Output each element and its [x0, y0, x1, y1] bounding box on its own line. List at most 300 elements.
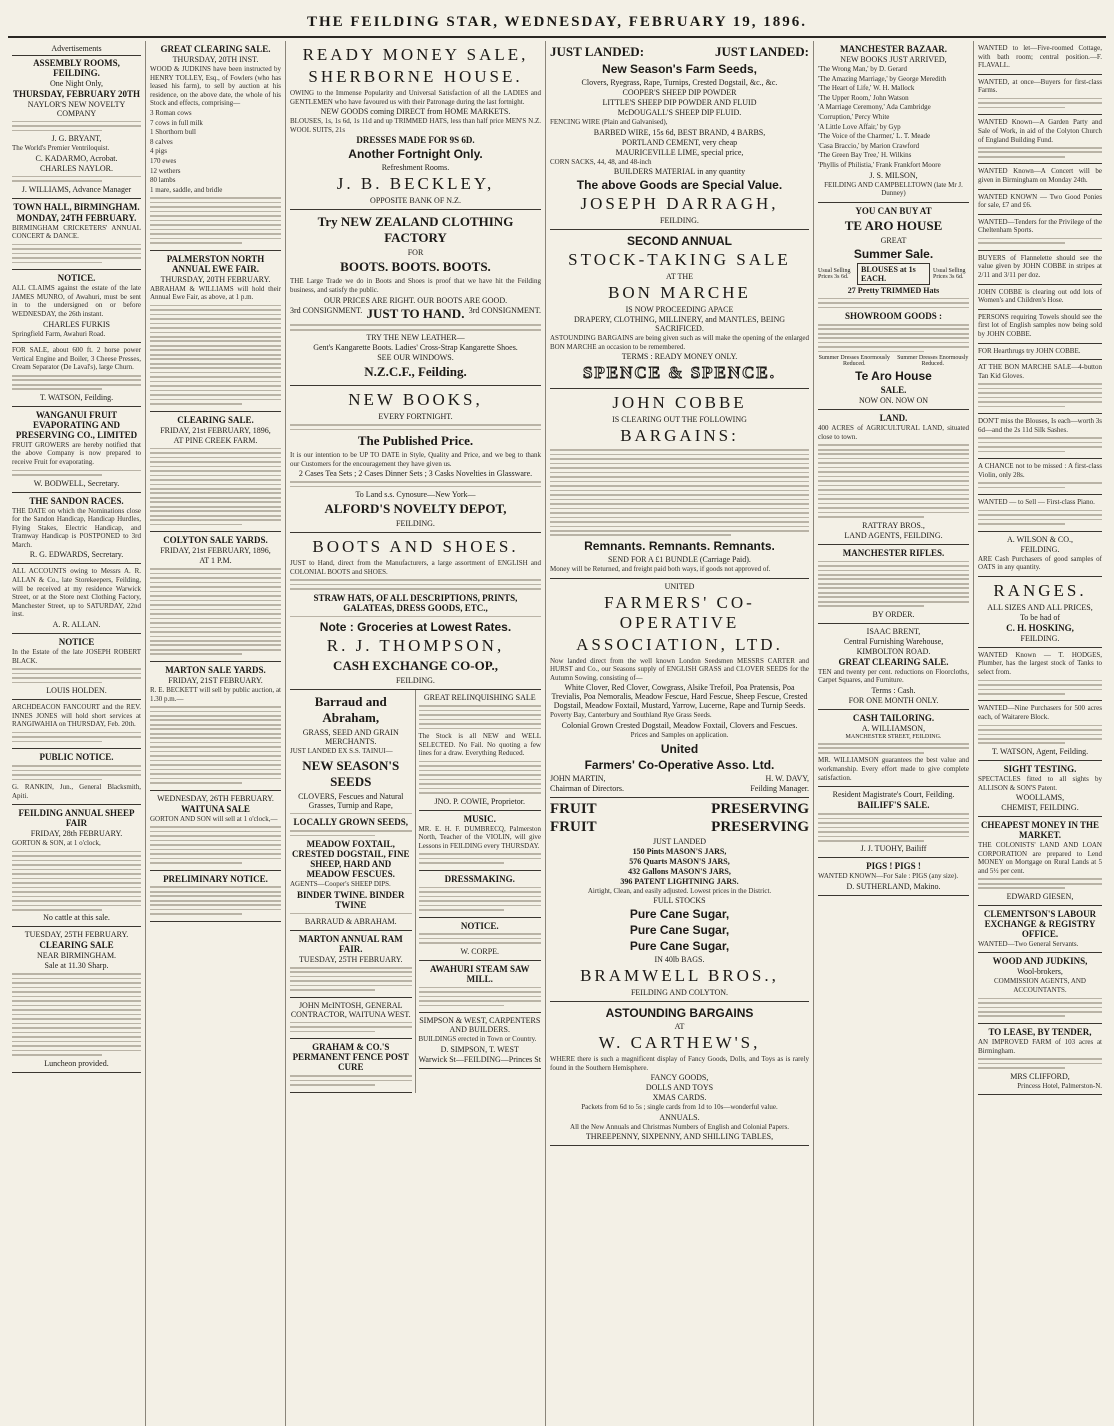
ad-heading: SALE. — [880, 385, 907, 396]
ad-text: THURSDAY, 20TH INST. — [172, 55, 259, 64]
jar-item: 396 PATENT LIGHTNING JARS. — [620, 876, 739, 886]
ad-heading: GRAHAM & CO.'S PERMANENT FENCE POST CURE — [292, 1042, 409, 1073]
ad-text: IS CLEARING OUT THE FOLLOWING — [612, 415, 747, 425]
ad-text: Luncheon provided. — [44, 1058, 109, 1068]
ad-text: PERSONS requiring Towels should see the first lot of English samples now being sold by JOHN COBBE. — [978, 312, 1102, 339]
ad-text: KIMBOLTON ROAD. — [856, 646, 931, 656]
column-6 — [974, 41, 1106, 1426]
ad-heading: NOTICE — [58, 637, 95, 648]
ad-title: W. CARTHEW'S, — [598, 1033, 761, 1053]
ad-text: 3rd CONSIGNMENT. — [290, 305, 363, 315]
ad-heading: LOCALLY GROWN SEEDS, — [293, 817, 409, 828]
ad-text: W. CORPE. — [460, 946, 500, 956]
ad-title: Te Aro House — [855, 369, 932, 384]
ad-colyton-sale — [150, 532, 281, 662]
ad-cheapest-money — [978, 817, 1102, 906]
ad-title: JOHN COBBE — [612, 393, 747, 413]
stock-item: 1 mare, saddle, and bridle — [150, 185, 223, 194]
ad-wanted-piano — [978, 495, 1102, 531]
ad-clearing-sale-birmingham — [12, 927, 141, 1072]
ad-pine-creek — [150, 412, 281, 533]
ad-text: WANTED Known—A Concert will be given in Birmingham on Monday 24th. — [978, 167, 1102, 185]
ad-title: Try NEW ZEALAND CLOTHING FACTORY — [317, 214, 514, 246]
ad-title: BARGAINS: — [620, 426, 739, 446]
ad-text: AT 1 P.M. — [199, 556, 232, 566]
ad-text: XMAS CARDS. — [652, 1093, 707, 1103]
ad-boots-and-shoes — [290, 533, 541, 690]
ad-text: Sale at 11.30 Sharp. — [44, 961, 109, 971]
ad-text: Feilding Manager. — [750, 783, 809, 793]
ad-text: Clovers, Ryegrass, Rape, Turnips, Crested Dogstail, &c., &c. — [581, 78, 778, 87]
ad-title: FARMERS' CO-OPERATIVE — [604, 592, 755, 632]
ad-text: MRS CLIFFORD, — [1010, 1071, 1070, 1081]
ad-text: A. WILLIAMSON, — [861, 724, 926, 734]
ad-text: Wool-brokers, — [1017, 967, 1063, 977]
ad-text: THURSDAY, 20TH FEBRUARY. — [160, 274, 271, 284]
ad-john-cobbe-hose — [978, 285, 1102, 310]
ad-hodges-tanks — [978, 648, 1102, 702]
ad-text: Chairman of Directors. — [550, 783, 624, 793]
book-item: 'The Upper Room,' John Watson — [818, 93, 909, 102]
ad-heading: CLEARING SALE. — [177, 414, 254, 425]
ad-text: ASTOUNDING BARGAINS are being given such as will make the opening of the enlarged BON MARCHE an occasion to be remembered. — [550, 334, 809, 351]
ad-text: Princess Hotel, Palmerston-N. — [1017, 1081, 1102, 1090]
ad-text: LOUIS HOLDEN. — [46, 686, 107, 696]
ad-text: FEILDING. — [396, 676, 435, 686]
ad-heading: NOTICE. — [57, 273, 96, 284]
ad-text: ALL ACCOUNTS owing to Messrs A. R. ALLAN & Co., late Storekeepers, Feilding, will be received at my residence Warwick Street, or at the Store next Clothing Factory, Manchester Street, up to SATURDAY, 22nd inst. — [12, 567, 141, 619]
ad-bramwell-bros — [550, 798, 809, 1003]
ad-text: OPPOSITE BANK OF N.Z. — [370, 196, 461, 206]
ad-wanted-garden-party — [978, 115, 1102, 164]
column-3 — [286, 41, 546, 1426]
ad-simpson-west — [419, 1013, 542, 1069]
ad-text: MR. E. H. F. DUMBRECQ, Palmerston North, Teacher of the VIOLIN, will give Lessons in FEILDING every THURSDAY. — [418, 824, 541, 850]
ad-text: H. W. DAVY, — [765, 773, 809, 783]
ad-wood-judkins — [978, 953, 1102, 1024]
ad-text: ALL CLAIMS against the estate of the late JAMES MUNRO, of Awahuri, must be sent in to the undersigned on or before WEDNESDAY, the 26th instant. — [12, 284, 141, 319]
ad-heading: MANCHESTER BAZAAR. — [839, 44, 947, 54]
ad-relinquishing-sale — [419, 690, 542, 810]
ad-text: C. KADARMO, Acrobat. — [35, 153, 118, 163]
stock-item: 12 wethers — [150, 166, 181, 175]
ad-text: LAND AGENTS, FEILDING. — [844, 530, 943, 540]
ad-wilson-oats — [978, 532, 1102, 577]
ad-heading: MARTON ANNUAL RAM FAIR. — [298, 934, 403, 955]
ad-text: AGENTS—Cooper's SHEEP DIPS. — [290, 880, 391, 889]
ad-text: All the New Annuals and Christmas Numbers of English and Colonial Papers. — [570, 1122, 789, 1131]
ad-text: DOLLS AND TOYS — [645, 1083, 714, 1093]
column-5 — [814, 41, 974, 1426]
ad-text: Prices and Samples on application. — [630, 730, 729, 739]
ad-heading: SIGHT TESTING. — [1003, 763, 1077, 774]
ad-heading: THURSDAY, FEBRUARY 20TH — [13, 89, 140, 99]
ad-text: JOHN MARTIN, — [550, 773, 606, 783]
ad-heading: STRAW HATS, OF ALL DESCRIPTIONS, PRINTS, GALATEAS, DRESS GOODS, ETC., — [313, 592, 518, 613]
ad-text: It is our intention to be UP TO DATE in Style, Quality and Price, and we beg to thank our Customers for the encouragement they have given us. — [290, 451, 541, 468]
ad-notice-corpe — [419, 918, 542, 961]
ad-text: FEILDING. — [1020, 633, 1060, 643]
ad-text: T. WATSON, Feilding. — [39, 392, 114, 402]
ad-text: Usual Selling Prices 3s 6d. — [818, 267, 851, 280]
ad-text: ANNUALS. — [659, 1112, 700, 1122]
ad-text: No cattle at this sale. — [43, 913, 110, 923]
ad-sherborne-house — [290, 41, 541, 210]
book-item: 'The Voice of the Charmer,' L. T. Meade — [818, 132, 931, 141]
ad-text: White Clover, Red Clover, Cowgrass, Alsike Trefoil, Poa Pratensis, Poa Trevialis, Poa Nemoralis, Meadow Fescue, Hard Fescue, Sheep Fescue, Crested Dogstail, Meadow Foxtail, Mustard, Yarrow, Lucerne, Rape and Turnip Seeds. — [551, 683, 808, 711]
stock-item: 8 calves — [150, 137, 173, 146]
ad-text: ABRAHAM & WILLIAMS will hold their Annual Ewe Fair, as above, at 1 p.m. — [150, 284, 281, 302]
ad-text: RATTRAY BROS., — [862, 520, 925, 530]
ad-heading: PUBLIC NOTICE. — [39, 752, 114, 763]
ad-text: LITTLE'S SHEEP DIP POWDER AND FLUID — [602, 98, 757, 107]
ad-title: JUST LANDED: — [550, 44, 645, 59]
ad-text: TEN and twenty per cent. reductions on Floorcloths, Carpet Squares, and Furniture. — [818, 667, 969, 685]
ad-text: CHEMIST, FEILDING. — [1001, 803, 1079, 813]
ad-text: BLOUSES at 1s EACH. — [857, 263, 930, 285]
ad-heading: WOOD AND JUDKINS, — [992, 956, 1088, 967]
ad-text: BARBED WIRE, 15s 6d, BEST BRAND, 4 BARBS, — [593, 127, 766, 137]
ad-text: FRIDAY, 21ST FEBRUARY. — [168, 675, 263, 685]
ad-text: Airtight, Clean, and easily adjusted. Lowest prices in the District. — [587, 886, 772, 895]
ad-title: NEW SEASON'S SEEDS — [302, 757, 400, 789]
ad-text: WANTED Known—A Garden Party and Sale of Work, in aid of the Colyton Church of England Building Fund. — [978, 118, 1102, 144]
ad-text: SEE OUR WINDOWS. — [377, 353, 454, 363]
ad-text: BIRMINGHAM CRICKETERS' ANNUAL CONCERT & DANCE. — [12, 223, 141, 241]
ad-title: The Published Price. — [357, 433, 474, 449]
ad-text: FOR SALE, about 600 ft. 2 horse power Vertical Engine and Boiler, 3 Cheese Presses, Cream Separator (De Laval's), large Churn. — [12, 346, 141, 372]
ad-text: GRASS, SEED AND GRAIN MERCHANTS. — [302, 728, 399, 747]
jar-item: 432 Gallons MASON'S JARS, — [628, 866, 731, 876]
ad-text: FANCY GOODS, — [650, 1073, 709, 1083]
ad-heading: AWAHURI STEAM SAW MILL. — [429, 963, 530, 984]
stock-item: 170 ewes — [150, 156, 177, 165]
ad-title: Pure Cane Sugar, — [629, 939, 730, 954]
ad-awahuri-mill — [419, 961, 542, 1013]
ad-text: T. WATSON, Agent, Feilding. — [991, 746, 1089, 756]
ad-text: 27 Pretty TRIMMED Hats — [847, 285, 940, 295]
ad-text: FOR Hearthrugs try JOHN COBBE. — [978, 346, 1081, 355]
ad-town-hall — [12, 199, 141, 271]
ad-text: A. R. ALLAN. — [52, 620, 101, 630]
ad-title: JUST TO HAND. — [366, 305, 465, 321]
ad-text: TUESDAY, 25TH FEBRUARY. — [299, 955, 403, 965]
ad-text: A. WILSON & CO., — [1006, 534, 1074, 544]
ad-text: GORTON AND SON will sell at 1 o'clock,— — [150, 814, 278, 823]
ad-text: FEILDING AND CAMPBELLTOWN (late Mr J. Dunney) — [824, 180, 963, 198]
ad-title: SECOND ANNUAL — [627, 234, 732, 249]
ad-sandon-races — [12, 493, 141, 565]
ad-text: Warwick St—FEILDING—Princes St — [418, 1054, 541, 1064]
sub-column-right — [416, 690, 542, 1092]
ad-text: ARCHDEACON FANCOURT and the REV. INNES JONES will hold short services at RANGIWAHIA on THURSDAY, Feb. 20th. — [12, 703, 141, 729]
ad-text: BARRAUD & ABRAHAM. — [304, 917, 397, 927]
ad-bon-marche-gloves — [978, 360, 1102, 414]
ad-text: WOOLLAMS, — [1015, 793, 1065, 803]
ad-text: THE Large Trade we do in Boots and Shoes is proof that we have hit the Feilding business, and satisfy the public. — [290, 277, 541, 294]
ad-text: J. G. BRYANT, — [51, 134, 102, 144]
ad-heading: MARTON SALE YARDS. — [165, 664, 266, 675]
ad-text: WHERE there is such a magnificent display of Fancy Goods, Dolls, and Toys as is rarely found in the Southern Hemisphere. — [550, 1055, 809, 1072]
ad-text: Gent's Kangarette Boots. Ladies' Cross-Strap Kangarette Shoes. — [313, 343, 518, 353]
ad-text: CHARLES NAYLOR. — [39, 163, 114, 173]
stock-item: 7 cows in full milk — [150, 118, 203, 127]
stock-item: 3 Roman cows — [150, 108, 192, 117]
ad-text: SIMPSON & WEST, CARPENTERS AND BUILDERS. — [419, 1016, 541, 1035]
ad-marton-ram-fair — [290, 931, 412, 998]
ad-heading: PRELIMINARY NOTICE. — [163, 873, 268, 884]
ad-heading: GREAT CLEARING SALE. — [838, 656, 949, 667]
stock-item: 80 lambs — [150, 176, 176, 185]
ad-text: FRIDAY, 21st FEBRUARY, 1896, — [160, 546, 271, 556]
section-heading: Advertisements — [51, 44, 102, 53]
ad-text: COMMISSION AGENTS, AND ACCOUNTANTS. — [994, 977, 1086, 995]
ad-text: WANTED—Two General Servants. — [978, 939, 1079, 948]
ad-title: BOOTS AND SHOES. — [312, 537, 519, 557]
ad-text: WANTED—Nine Purchasers for 500 acres each, of Waitarere Block. — [978, 704, 1102, 722]
ad-text: AT THE BON MARCHE SALE—4-button Tan Kid Gloves. — [978, 363, 1102, 380]
ad-title: Remnants. Remnants. Remnants. — [584, 538, 775, 553]
ad-heading: COLYTON SALE YARDS. — [163, 535, 268, 546]
ad-title: PRESERVING — [711, 800, 809, 817]
ad-text: OUR PRICES ARE RIGHT. OUR BOOTS ARE GOOD. — [323, 295, 508, 305]
ad-text: FRIDAY, 21st FEBRUARY, 1896, — [160, 425, 271, 435]
ad-text: GORTON & SON, at 1 o'clock, — [12, 839, 101, 848]
ad-text: WANTED—Tenders for the Privilege of the Cheltenham Sports. — [978, 217, 1102, 235]
ad-text: BLOUSES, 1s, 1s 6d, 1s 11d and up TRIMMED HATS, less than half price MEN'S N.Z. WOOL SUITS, 21s — [290, 117, 541, 134]
ad-text: Springfield Farm, Awahuri Road. — [12, 329, 106, 338]
ad-text: 2 Cases Tea Sets ; 2 Cases Dinner Sets ; 3 Casks Novelties in Glassware. — [298, 469, 533, 479]
ad-text: MR. WILLIAMSON guarantees the best value and workmanship. Every effort made to give complete satisfaction. — [818, 756, 969, 782]
ad-text: JUST to Hand, direct from the Manufacturers, a large assortment of ENGLISH and COLONIAL BOOTS and SHOES. — [290, 559, 541, 576]
ad-heading: FEILDING ANNUAL SHEEP FAIR — [18, 808, 135, 829]
ad-dressmaking — [419, 871, 542, 918]
ad-text: Resident Magistrate's Court, Feilding. — [832, 790, 955, 800]
ad-public-notice — [12, 749, 141, 805]
ad-text: FEILDING AND COLYTON. — [630, 988, 729, 998]
ad-text: WANTED — to Sell — First-class Piano. — [978, 498, 1095, 507]
ad-text: BUYERS of Flannelette should see the value given by JOHN COBBE in stripes at 2/11 and 3/11 per doz. — [978, 253, 1102, 280]
ad-text: THE DATE on which the Nominations close for the Sandon Handicap, Handicap Hurdles, Flying Stakes, Electric Handicap, and Tramway Handicap is POSTPONED to 3rd March. — [12, 506, 141, 549]
ad-text: R. G. EDWARDS, Secretary. — [29, 550, 124, 560]
book-item: 'The Heart of Life,' W. H. Mallock — [818, 84, 915, 93]
ad-estate-notice — [12, 634, 141, 700]
ad-title: RANGES. — [993, 580, 1087, 600]
ad-heading: CLEARING SALE — [39, 940, 114, 951]
ad-text: WEDNESDAY, 26TH FEBRUARY. — [157, 793, 274, 803]
ad-text: J. WILLIAMS, Advance Manager — [21, 184, 132, 194]
ad-text: AN IMPROVED FARM of 103 acres at Birmingham. — [978, 1037, 1102, 1055]
ad-text: JNO. P. COWIE, Proprietor. — [434, 796, 525, 806]
book-item: 'The Wrong Man,' by D. Gerard — [818, 65, 908, 73]
ad-text: D. SIMPSON, T. WEST — [440, 1044, 519, 1054]
ad-text: Packets from 6d to 5s ; single cards from 1d to 10s—wonderful value. — [581, 1103, 778, 1112]
ad-heading: CLEMENTSON'S LABOUR EXCHANGE & REGISTRY OFFICE. — [983, 908, 1097, 939]
ad-manchester-rifles — [818, 545, 969, 624]
ad-text: Usual Selling Prices 3s 6d. — [933, 267, 966, 280]
ad-text: THREEPENNY, SIXPENNY, AND SHILLING TABLES, — [585, 1132, 774, 1142]
ad-text: Central Furnishing Warehouse, — [843, 636, 944, 646]
ad-text: JUST LANDED — [653, 836, 706, 846]
ad-heading: YOU CAN BUY AT — [855, 205, 932, 216]
ad-text: McDOUGALL'S SHEEP DIP FLUID. — [617, 108, 742, 117]
ad-dont-miss — [978, 414, 1102, 459]
ad-text: UNITED — [664, 581, 695, 591]
ad-title: Barraud and Abraham, — [314, 694, 387, 726]
ad-heading: NOTICE. — [460, 920, 499, 931]
ad-text: FRUIT GROWERS are hereby notified that the above Company is now prepared to receive Fruit for evaporating. — [12, 440, 141, 467]
ad-heading: CHEAPEST MONEY IN THE MARKET. — [980, 820, 1100, 841]
ad-heading: PIGS ! PIGS ! — [866, 861, 921, 872]
ad-ranges — [978, 577, 1102, 648]
ad-text: J. S. MILSON, — [869, 170, 918, 180]
ad-assembly-rooms — [12, 41, 141, 199]
ad-title: SPENCE & SPENCE. — [582, 363, 777, 383]
sub-column-left — [290, 690, 416, 1092]
ad-waituna-sale — [150, 791, 281, 871]
ad-title: BOOTS. BOOTS. BOOTS. — [340, 259, 491, 275]
ad-wanted-nine — [978, 701, 1102, 761]
ad-text: D. SUTHERLAND, Makino. — [846, 882, 941, 892]
ad-text: A CHANCE not to be missed : A first-class Violin, only 28s. — [978, 462, 1102, 479]
ad-text: CLOVERS, Fescues and Natural Grasses, Turnip and Rape, — [298, 791, 404, 810]
ad-for-sale-engine — [12, 343, 141, 407]
ad-barraud-abraham — [290, 690, 412, 931]
ad-to-lease — [978, 1024, 1102, 1095]
ad-hearthrugs — [978, 344, 1102, 361]
ad-title: Pure Cane Sugar, — [629, 923, 730, 938]
ad-title: CASH EXCHANGE CO-OP., — [333, 658, 498, 674]
ad-text: MANCHESTER STREET, FEILDING. — [845, 734, 942, 741]
ad-archdeacon — [12, 700, 141, 749]
ad-title: R. J. THOMPSON, — [326, 636, 505, 656]
ad-title: READY MONEY SALE, — [302, 45, 529, 64]
book-item: 'Corruption,' Percy White — [818, 112, 890, 121]
ad-alfords-books — [290, 386, 541, 533]
ad-title: ASTOUNDING BARGAINS — [605, 1006, 754, 1021]
ad-text: G. RANKIN, Jun., General Blacksmith, Apiti. — [12, 783, 141, 800]
ad-title: Farmers' Co-Operative Asso. Ltd. — [584, 757, 775, 772]
ad-heading: WAITUNA SALE — [181, 803, 250, 814]
ad-sheep-fair — [12, 805, 141, 927]
ad-text: PORTLAND CEMENT, very cheap — [621, 137, 738, 147]
ad-all-accounts — [12, 564, 141, 634]
ad-mcintosh — [290, 998, 412, 1039]
ad-title: ALFORD'S NOVELTY DEPOT, — [324, 501, 507, 517]
ad-text: JUST LANDED EX S.S. TAINUI— — [290, 747, 393, 756]
ad-text: Summer Dresses Enormously Reduced. — [897, 355, 969, 368]
ad-text: BY ORDER. — [872, 609, 915, 619]
ad-wanganui-fruit — [12, 407, 141, 493]
ad-text: In the Estate of the late JOSEPH ROBERT BLACK. — [12, 648, 141, 665]
ad-text: FENCING WIRE (Plain and Galvanised), — [550, 118, 668, 126]
ad-text: WOOD & JUDKINS have been instructed by HENRY TOLLEY, Esq., of Fowlers (who has leased his farm), to sell by auction at his residence, on the above date, the whole of his Stock and effects, comprising— — [150, 65, 281, 108]
ad-text: JOHN McINTOSH, GENERAL CONTRACTOR, WAITUNA WEST. — [290, 1000, 411, 1019]
ad-text: J. J. TUOHY, Bailiff — [860, 844, 927, 854]
ad-heading: C. H. HOSKING, — [1006, 622, 1074, 633]
ad-text: BUILDINGS erected in Town or Country. — [418, 1035, 537, 1044]
ad-title: The above Goods are Special Value. — [576, 178, 783, 193]
ad-land-rattray — [818, 410, 969, 544]
column-2 — [146, 41, 286, 1426]
ad-cash-tailoring — [818, 710, 969, 787]
ad-title: N.Z.C.F., Feilding. — [364, 364, 467, 380]
ad-united-farmers — [550, 579, 809, 798]
ad-heading: BAILIFF'S SALE. — [857, 800, 930, 811]
ad-text: SPECTACLES fitted to all sights by ALLISON & SON'S Patent. — [978, 774, 1102, 792]
ad-buyers-flannelette — [978, 251, 1102, 285]
ad-title: Note : Groceries at Lowest Rates. — [319, 620, 512, 635]
stock-item: 4 pigs — [150, 147, 167, 156]
ad-text: ALL SIZES AND ALL PRICES, — [987, 602, 1093, 612]
ad-text: NEW GOODS coming DIRECT from HOME MARKETS. — [320, 107, 511, 117]
ad-clementsons — [978, 906, 1102, 954]
ad-title: New Season's Farm Seeds, — [602, 62, 757, 76]
ad-towels — [978, 310, 1102, 344]
ad-title: ASSOCIATION, LTD. — [576, 634, 783, 654]
ad-text: R. E. BECKETT will sell by public auction, at 1.30 p.m.— — [150, 685, 281, 703]
ad-music — [419, 811, 542, 871]
ad-bailiffs-sale — [818, 787, 969, 858]
ad-wanted-cottage — [978, 41, 1102, 75]
ad-text: FEILDING. — [396, 519, 435, 529]
ad-text: JOHN COBBE is clearing out odd lots of Women's and Children's Hose. — [978, 287, 1102, 305]
ad-isaac-brent — [818, 624, 969, 710]
ad-text: The World's Premier Ventriloquist. — [12, 144, 110, 153]
ad-title: FRUIT — [550, 818, 597, 835]
ad-text: W. BODWELL, Secretary. — [33, 478, 120, 488]
ad-text: Refreshment Rooms. — [381, 163, 450, 173]
ad-darragh — [550, 41, 809, 230]
ad-heading: THE SANDON RACES. — [29, 495, 124, 506]
ad-text: FEILDING. — [660, 216, 699, 226]
ad-text: GREAT RELINQUISHING SALE — [423, 693, 536, 703]
ad-ewe-fair — [150, 251, 281, 412]
ad-text: IN 40lb BAGS. — [654, 955, 705, 965]
ad-title: Another Fortnight Only. — [348, 147, 483, 162]
ad-nz-clothing-factory — [290, 210, 541, 386]
ad-text: Summer Dresses Enormously Reduced. — [818, 355, 890, 368]
ad-text: EDWARD GIESEN, — [1006, 891, 1074, 901]
ad-heading: LAND. — [879, 413, 908, 424]
ad-text: THE COLONISTS' LAND AND LOAN CORPORATION are prepared to Lend MONEY on Mortgage on Rural Lands at 5 and 5½ per cent. — [978, 841, 1102, 875]
ad-pigs — [818, 858, 969, 896]
book-item: 'The Green Bay Tree,' H. Wilkins — [818, 151, 912, 160]
book-item: 'The Amazing Marriage,' by George Meredith — [818, 74, 946, 83]
ad-text: FRIDAY, 28th FEBRUARY. — [30, 829, 123, 839]
ad-text: BUILDERS MATERIAL in any quantity — [613, 167, 746, 177]
ad-text: IS NOW PROCEEDING APACE — [625, 305, 734, 315]
ad-text: TERMS : READY MONEY ONLY. — [621, 352, 738, 362]
ad-graham-fence — [290, 1039, 412, 1092]
ad-text: NOW ON. NOW ON — [858, 396, 929, 406]
ad-text: Poverty Bay, Canterbury and Southland Rye Grass Seeds. — [550, 711, 712, 720]
ad-text: The Stock is all NEW and WELL SELECTED. No Fail. No quoting a few lines for a draw. Everything Reduced. — [418, 732, 541, 758]
ad-heading: MONDAY, 24TH FEBRUARY. — [16, 212, 137, 223]
ad-carthew — [550, 1002, 809, 1146]
ad-text: NAYLOR'S NEW NOVELTY COMPANY — [27, 100, 126, 118]
ad-great-clearing-sale — [150, 41, 281, 251]
book-item: 'Phyllis of Philistia,' Frank Frankfort Moore — [818, 160, 941, 169]
ad-wanted-tenders — [978, 215, 1102, 251]
ad-heading: WANGANUI FRUIT EVAPORATING AND PRESERVING CO., LIMITED — [15, 409, 138, 440]
ad-heading: DRESSES MADE FOR 9S 6D. — [356, 135, 475, 146]
ad-title: BON MARCHE — [608, 283, 751, 303]
ad-title: JUST LANDED: — [714, 44, 809, 59]
stock-item: 1 Shorthorn bull — [150, 128, 196, 137]
ad-text: TRY THE NEW LEATHER— — [366, 333, 465, 343]
ad-title: Pure Cane Sugar, — [629, 907, 730, 922]
